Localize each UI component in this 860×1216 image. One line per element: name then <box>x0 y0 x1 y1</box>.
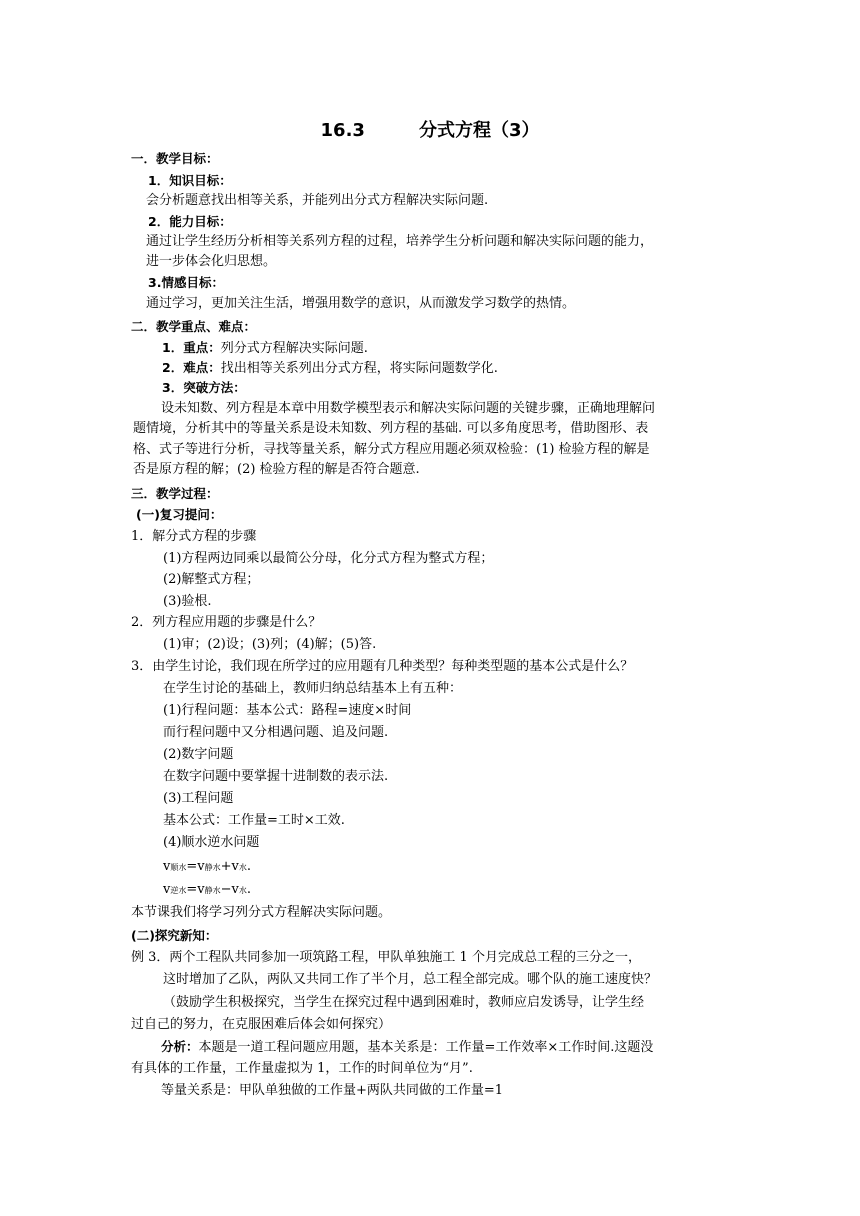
breakthrough-line3: 格、式子等进行分析，寻找等量关系，解分式方程应用题必须双检验：(1) 检验方程的解是 <box>133 442 650 457</box>
example-note-line1: （鼓励学生积极探究，当学生在探究过程中遇到困难时，教师应启发诱导，让学生经 <box>163 995 645 1010</box>
type-travel: (1)行程问题：基本公式：路程=速度×时间 <box>163 703 412 718</box>
subheading-explore: (二)探究新知： <box>131 928 218 943</box>
review-q3-intro: 在学生讨论的基础上，教师归纳总结基本上有五种： <box>163 681 463 696</box>
review-q1: 1．解分式方程的步骤 <box>131 529 257 544</box>
subheading-review: (一)复习提问： <box>136 507 223 522</box>
analysis-line2: 有具体的工作量，工作量虚拟为 1，工作的时间单位为“月”. <box>131 1061 473 1076</box>
type-current: (4)顺水逆水问题 <box>163 835 260 850</box>
ability-goal-text-line1: 通过让学生经历分析相等关系列方程的过程，培养学生分析问题和解决实际问题的能力， <box>146 234 654 249</box>
analysis-text: 本题是一道工程问题应用题，基本关系是：工作量=工作效率×工作时间.这题没 <box>198 1040 654 1055</box>
difficulty-text: 找出相等关系列出分式方程，将实际问题数学化. <box>220 361 498 376</box>
section-heading-process: 三．教学过程： <box>131 486 219 501</box>
breakthrough-line1: 设未知数、列方程是本章中用数学模型表示和解决实际问题的关键步骤，正确地理解问 <box>161 401 656 416</box>
lesson-summary: 本节课我们将学习列分式方程解决实际问题。 <box>131 905 392 920</box>
keypoint-text: 列分式方程解决实际问题. <box>220 341 368 356</box>
review-q1-step3: (3)验根. <box>163 594 212 609</box>
type-number: (2)数字问题 <box>163 747 234 762</box>
example-3-line2: 这时增加了乙队，两队又共同工作了半个月，总工程全部完成。哪个队的施工速度快？ <box>163 972 658 987</box>
equal-relation: 等量关系是：甲队单独做的工作量+两队共同做的工作量=1 <box>161 1083 504 1098</box>
review-q1-step1: (1)方程两边同乘以最简公分母，化分式方程为整式方程； <box>163 551 494 566</box>
breakthrough-label: 3．突破方法： <box>162 380 246 395</box>
knowledge-goal-label: 1．知识目标： <box>148 173 232 188</box>
type-travel-note: 而行程问题中又分相遇问题、追及问题. <box>163 725 389 740</box>
type-number-note: 在数字问题中要掌握十进制数的表示法. <box>163 769 389 784</box>
difficulty-label: 2．难点： <box>162 360 221 375</box>
section-heading-objectives: 一．教学目标： <box>131 151 219 166</box>
ability-goal-text-line2: 进一步体会化归思想。 <box>146 254 277 269</box>
example-3-line1: 例 3．两个工程队共同参加一项筑路工程，甲队单独施工 1 个月完成总工程的三分之一， <box>131 950 641 965</box>
page-title: 16.3 分式方程（3） <box>320 120 540 141</box>
type-work: (3)工程问题 <box>163 791 234 806</box>
formula-downstream: v顺水=v静水+v水. <box>163 859 251 874</box>
review-q1-step2: (2)解整式方程； <box>163 572 260 587</box>
ability-goal-label: 2．能力目标： <box>148 214 232 229</box>
difficulty-line <box>162 359 498 377</box>
example-note-line2: 过自己的努力，在克服困难后体会如何探究） <box>131 1017 392 1032</box>
keypoint-label: 1．重点： <box>162 340 221 355</box>
formula-upstream: v逆水=v静水−v水. <box>163 882 251 897</box>
breakthrough-line4: 否是原方程的解；(2) 检验方程的解是否符合题意. <box>133 462 420 477</box>
review-q3: 3．由学生讨论，我们现在所学过的应用题有几种类型？每种类型题的基本公式是什么？ <box>131 659 634 674</box>
knowledge-goal-text: 会分析题意找出相等关系，并能列出分式方程解决实际问题. <box>146 193 489 208</box>
review-q2-answer: (1)审；(2)设；(3)列；(4)解；(5)答. <box>163 637 377 652</box>
type-work-formula: 基本公式：工作量=工时×工效. <box>163 813 345 828</box>
analysis-label: 分析： <box>161 1039 199 1054</box>
emotion-goal-label: 3.情感目标： <box>148 275 224 290</box>
review-q2: 2．列方程应用题的步骤是什么？ <box>131 615 322 630</box>
analysis-line1 <box>161 1038 653 1056</box>
keypoint-line <box>162 339 368 357</box>
breakthrough-line2: 题情境，分析其中的等量关系是设未知数、列方程的基础. 可以多角度思考，借助图形、表 <box>133 421 649 436</box>
section-heading-keypoints: 二．教学重点、难点： <box>131 319 257 334</box>
emotion-goal-text: 通过学习，更加关注生活，增强用数学的意识，从而激发学习数学的热情。 <box>146 296 576 311</box>
